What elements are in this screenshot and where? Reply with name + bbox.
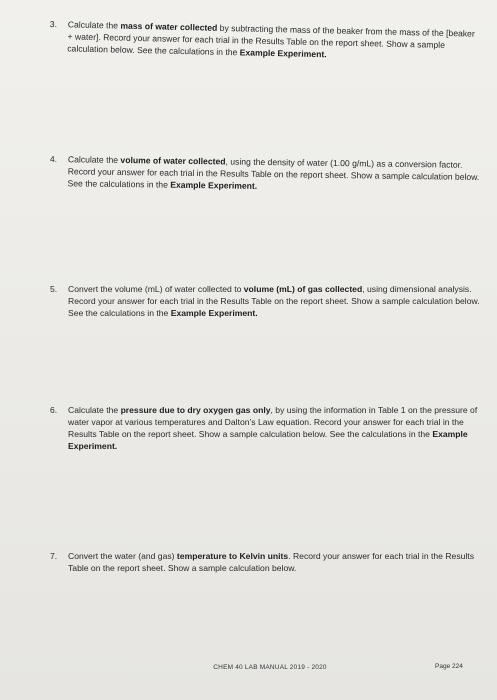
- item-text: Calculate the volume of water collected, using the density of water (1.00 g/mL) as a conversion factor. Record your answer for each trial in the Results Table on the report sheet. Show a sample calculation below. See the calculations in the Example Experiment.: [67, 154, 480, 191]
- item-number: 6.: [50, 405, 58, 415]
- item-number: 4.: [49, 153, 58, 165]
- item-emphasis: volume of water collected: [120, 154, 226, 167]
- item-emphasis: volume (mL) of gas collected: [243, 284, 363, 294]
- item-emphasis: pressure due to dry oxygen gas only: [120, 405, 271, 415]
- item-emphasis: temperature to Kelvin units: [176, 551, 289, 561]
- item-text: Calculate the pressure due to dry oxygen gas only, by using the information in Table 1 on the pressure of water vapor at various temperatures and Dalton’s Law equation. Record your answer for each trial in the Results Table on the report sheet. Show a sample calculation below. See the calculations in the Example Experiment.: [68, 405, 478, 451]
- item-number: 5.: [50, 284, 58, 294]
- item-number: 3.: [49, 18, 58, 30]
- item-text: Convert the volume (mL) of water collected to volume (mL) of gas collected, using dimensional analysis. Record your answer for each trial in the Results Table on the report sheet. Show a sample calculation below. See the calculations in the Example Experiment.: [68, 284, 480, 318]
- item-text: Convert the water (and gas) temperature to Kelvin units. Record your answer for each trial in the Results Table on the report sheet. Show a sample calculation below.: [68, 551, 474, 573]
- footer-page-number: Page 224: [435, 663, 463, 670]
- example-reference: Example Experiment.: [68, 429, 468, 451]
- instruction-item-3: [49, 18, 480, 60]
- item-text: Calculate the mass of water collected by subtracting the mass of the beaker from the mass of the [beaker + water]. Record your answer for each trial in the Results Table on the report sheet. Show a sample calculation below. See the calculations in the Example Experiment.: [67, 19, 475, 60]
- instruction-item-4: [49, 153, 480, 191]
- footer-manual-title: CHEM 40 LAB MANUAL 2019 - 2020: [213, 664, 327, 671]
- example-reference: Example Experiment.: [239, 47, 327, 60]
- example-reference: Example Experiment.: [170, 308, 258, 318]
- item-emphasis: mass of water collected: [120, 20, 218, 33]
- item-number: 7.: [50, 551, 58, 561]
- example-reference: Example Experiment.: [170, 179, 258, 191]
